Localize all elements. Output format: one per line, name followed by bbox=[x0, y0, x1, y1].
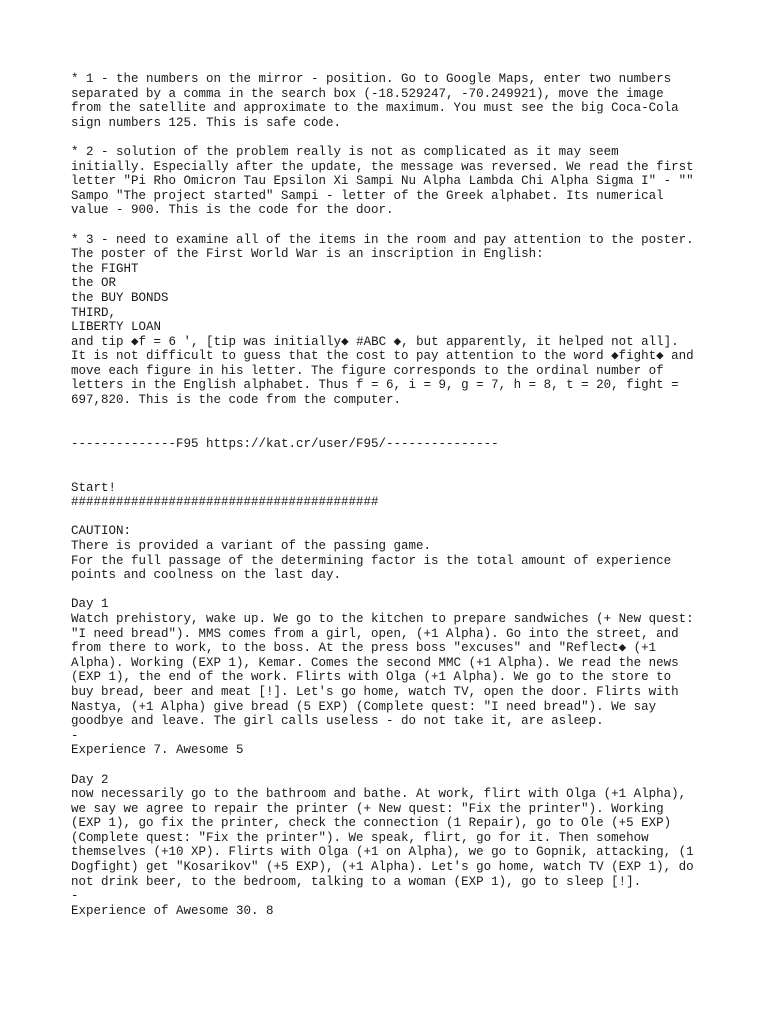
caution-paragraph: CAUTION: There is provided a variant of the passing game. For the full passage of the determining factor is the total amount of experience points and coolness on the last day. bbox=[71, 524, 672, 583]
day-body: now necessarily go to the bathroom and bathe. At work, flirt with Olga (+1 Alpha), we say we agree to repair the printer (+ New quest: "Fix the printer"). Working (EXP 1), go fix the printer, check the connection (1 Repair), go to Ole (+5 EXP) (Complete quest: "Fix the printer"). We speak, flirt, go for it. Then somehow themselves (+10 XP). Flirts with Olga (+1 on Alpha), we go to Gopnik, attacking, (1 Dogfight) get "Kosarikov" (+5 EXP), (+1 Alpha). Let's go home, watch TV (EXP 1), do not drink beer, to the bedroom, talking to a woman (EXP 1), go to sleep [!]. - bbox=[71, 787, 694, 904]
start-title: Start! bbox=[71, 480, 117, 495]
walkthrough-document bbox=[71, 72, 731, 918]
start-separator: ######################################### bbox=[71, 495, 379, 510]
credit-line: --------------F95 https://kat.cr/user/F95/--------------- bbox=[71, 436, 499, 451]
day-summary: Experience 7. Awesome 5 bbox=[71, 743, 244, 758]
day-heading: Day 1 bbox=[71, 597, 109, 612]
hint-3-paragraph: * 3 - need to examine all of the items in the room and pay attention to the poster. The poster of the First World War is an inscription in English: the FIGHT the OR the BUY BONDS THIRD, LIBERTY LOAN and tip ◆f = 6 ', [tip was initially◆ #ABC ◆, but apparently, it helped not all]. It is not difficult to guess that the cost to pay attention to the word ◆fight◆ and move each figure in his letter. The figure corresponds to the ordinal number of letters in the English alphabet. Thus f = 6, i = 9, g = 7, h = 8, t = 20, fight = 697,820. This is the code from the computer. bbox=[71, 232, 694, 408]
day-body: Watch prehistory, wake up. We go to the kitchen to prepare sandwiches (+ New quest: "I need bread"). MMS comes from a girl, open, (+1 Alpha). Go into the street, and from there to work, to the boss. At the press boss "excuses" and "Reflect◆ (+1 Alpha). Working (EXP 1), Kemar. Comes the second MMC (+1 Alpha). We read the news (EXP 1), the end of the work. Flirts with Olga (+1 Alpha). We go to the store to buy bread, beer and meat [!]. Let's go home, watch TV, open the door. Flirts with Nastya, (+1 Alpha) give bread (5 EXP) (Complete quest: "I need bread"). We say goodbye and leave. The girl calls useless - do not take it, are asleep. - bbox=[71, 611, 694, 743]
day-summary: Experience of Awesome 30. 8 bbox=[71, 903, 274, 918]
day-section bbox=[71, 773, 731, 919]
hint-2-paragraph: * 2 - solution of the problem really is not as complicated as it may seem initially. Especially after the update, the message was reversed. We read the first letter "Pi Rho Omicron Tau Epsilon Xi Sampi Nu Alpha Lambda Chi Alpha Sigma I" - "" Sampo "The project started" Sampi - letter of the Greek alphabet. Its numerical value - 900. This is the code for the door. bbox=[71, 144, 694, 218]
day-section bbox=[71, 597, 731, 758]
day-heading: Day 2 bbox=[71, 772, 109, 787]
hint-1-paragraph: * 1 - the numbers on the mirror - position. Go to Google Maps, enter two numbers separated by a comma in the search box (-18.529247, -70.249921), move the image from the satellite and approximate to the maximum. You must see the big Coca-Cola sign numbers 125. This is safe code. bbox=[71, 72, 679, 130]
